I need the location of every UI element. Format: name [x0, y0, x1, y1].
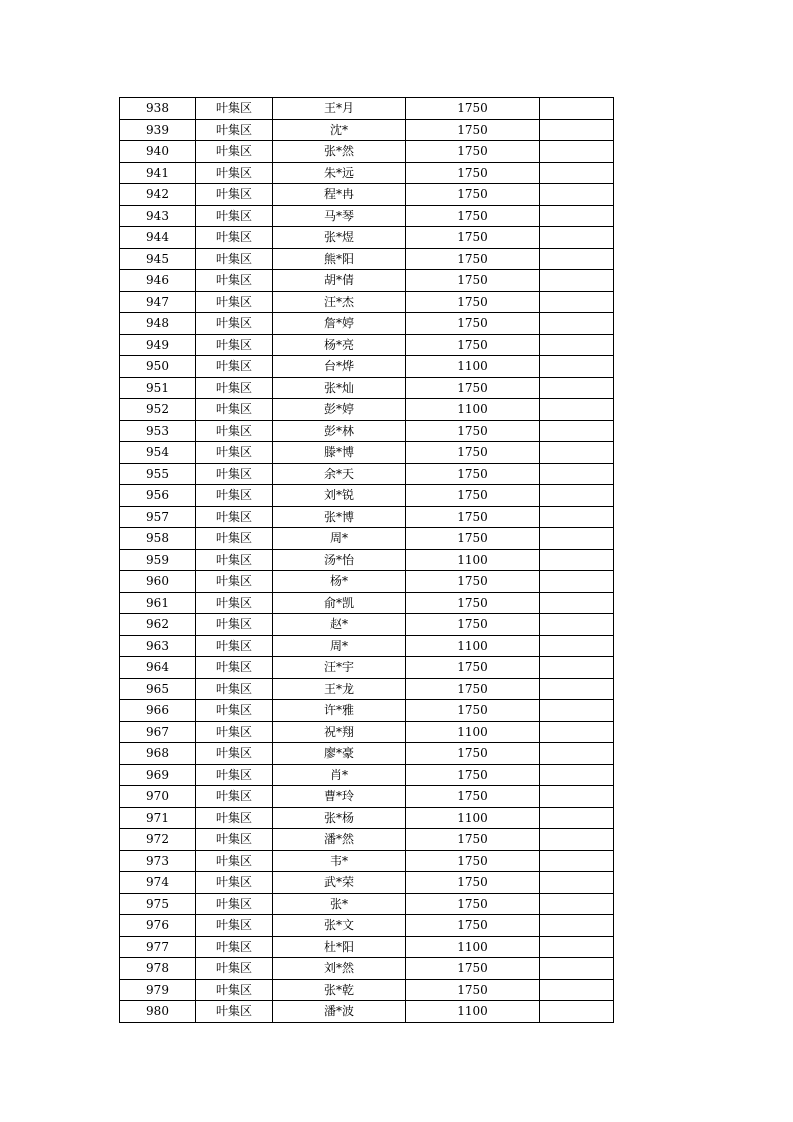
district-cell: 叶集区: [196, 979, 273, 1001]
district-cell: 叶集区: [196, 399, 273, 421]
name-cell: 廖*豪: [273, 743, 406, 765]
table-row: [120, 614, 614, 636]
name-cell: 潘*然: [273, 829, 406, 851]
row-number-cell: 973: [120, 850, 196, 872]
amount-cell: 1100: [406, 356, 540, 378]
table-row: [120, 1001, 614, 1023]
name-cell: 汪*杰: [273, 291, 406, 313]
name-cell: 张*然: [273, 141, 406, 163]
amount-cell: 1100: [406, 936, 540, 958]
row-number-cell: 958: [120, 528, 196, 550]
district-cell: 叶集区: [196, 313, 273, 335]
table-row: [120, 743, 614, 765]
row-number-cell: 968: [120, 743, 196, 765]
table-row: [120, 528, 614, 550]
name-cell: 刘*然: [273, 958, 406, 980]
row-number-cell: 946: [120, 270, 196, 292]
row-number-cell: 939: [120, 119, 196, 141]
row-number-cell: 954: [120, 442, 196, 464]
district-cell: 叶集区: [196, 1001, 273, 1023]
table-row: [120, 442, 614, 464]
note-cell: [540, 291, 614, 313]
row-number-cell: 957: [120, 506, 196, 528]
district-cell: 叶集区: [196, 893, 273, 915]
district-cell: 叶集区: [196, 141, 273, 163]
row-number-cell: 961: [120, 592, 196, 614]
amount-cell: 1750: [406, 334, 540, 356]
district-cell: 叶集区: [196, 291, 273, 313]
row-number-cell: 941: [120, 162, 196, 184]
note-cell: [540, 936, 614, 958]
row-number-cell: 949: [120, 334, 196, 356]
row-number-cell: 955: [120, 463, 196, 485]
district-cell: 叶集区: [196, 227, 273, 249]
row-number-cell: 948: [120, 313, 196, 335]
amount-cell: 1750: [406, 184, 540, 206]
name-cell: 张*煜: [273, 227, 406, 249]
amount-cell: 1750: [406, 850, 540, 872]
table-row: [120, 915, 614, 937]
amount-cell: 1750: [406, 98, 540, 120]
amount-cell: 1750: [406, 678, 540, 700]
note-cell: [540, 614, 614, 636]
row-number-cell: 980: [120, 1001, 196, 1023]
district-cell: 叶集区: [196, 700, 273, 722]
district-cell: 叶集区: [196, 485, 273, 507]
name-cell: 许*雅: [273, 700, 406, 722]
note-cell: [540, 420, 614, 442]
amount-cell: 1750: [406, 592, 540, 614]
name-cell: 俞*凯: [273, 592, 406, 614]
amount-cell: 1750: [406, 291, 540, 313]
name-cell: 胡*倩: [273, 270, 406, 292]
note-cell: [540, 377, 614, 399]
name-cell: 曹*玲: [273, 786, 406, 808]
amount-cell: 1750: [406, 614, 540, 636]
amount-cell: 1750: [406, 743, 540, 765]
amount-cell: 1750: [406, 377, 540, 399]
row-number-cell: 943: [120, 205, 196, 227]
amount-cell: 1750: [406, 270, 540, 292]
name-cell: 彭*婷: [273, 399, 406, 421]
subsidy-table: [119, 97, 614, 1023]
note-cell: [540, 850, 614, 872]
district-cell: 叶集区: [196, 936, 273, 958]
amount-cell: 1750: [406, 420, 540, 442]
note-cell: [540, 915, 614, 937]
amount-cell: 1100: [406, 549, 540, 571]
table-row: [120, 657, 614, 679]
district-cell: 叶集区: [196, 635, 273, 657]
row-number-cell: 967: [120, 721, 196, 743]
table-row: [120, 313, 614, 335]
note-cell: [540, 893, 614, 915]
table-row: [120, 463, 614, 485]
name-cell: 熊*阳: [273, 248, 406, 270]
table-row: [120, 485, 614, 507]
table-row: [120, 571, 614, 593]
amount-cell: 1750: [406, 485, 540, 507]
district-cell: 叶集区: [196, 571, 273, 593]
table-row: [120, 506, 614, 528]
name-cell: 张*灿: [273, 377, 406, 399]
amount-cell: 1100: [406, 635, 540, 657]
amount-cell: 1750: [406, 205, 540, 227]
row-number-cell: 963: [120, 635, 196, 657]
district-cell: 叶集区: [196, 270, 273, 292]
district-cell: 叶集区: [196, 850, 273, 872]
table-row: [120, 248, 614, 270]
name-cell: 杨*亮: [273, 334, 406, 356]
name-cell: 马*琴: [273, 205, 406, 227]
row-number-cell: 944: [120, 227, 196, 249]
row-number-cell: 950: [120, 356, 196, 378]
note-cell: [540, 463, 614, 485]
district-cell: 叶集区: [196, 678, 273, 700]
row-number-cell: 974: [120, 872, 196, 894]
district-cell: 叶集区: [196, 205, 273, 227]
note-cell: [540, 700, 614, 722]
table-row: [120, 98, 614, 120]
table-row: [120, 162, 614, 184]
row-number-cell: 959: [120, 549, 196, 571]
note-cell: [540, 162, 614, 184]
district-cell: 叶集区: [196, 463, 273, 485]
amount-cell: 1750: [406, 162, 540, 184]
note-cell: [540, 119, 614, 141]
table-row: [120, 420, 614, 442]
name-cell: 沈*: [273, 119, 406, 141]
amount-cell: 1750: [406, 141, 540, 163]
name-cell: 彭*林: [273, 420, 406, 442]
table-row: [120, 291, 614, 313]
name-cell: 张*杨: [273, 807, 406, 829]
district-cell: 叶集区: [196, 377, 273, 399]
name-cell: 汪*宇: [273, 657, 406, 679]
name-cell: 王*月: [273, 98, 406, 120]
name-cell: 刘*锐: [273, 485, 406, 507]
district-cell: 叶集区: [196, 592, 273, 614]
table-row: [120, 979, 614, 1001]
note-cell: [540, 1001, 614, 1023]
row-number-cell: 942: [120, 184, 196, 206]
row-number-cell: 978: [120, 958, 196, 980]
amount-cell: 1750: [406, 463, 540, 485]
amount-cell: 1750: [406, 915, 540, 937]
district-cell: 叶集区: [196, 334, 273, 356]
table-row: [120, 764, 614, 786]
note-cell: [540, 506, 614, 528]
amount-cell: 1100: [406, 399, 540, 421]
note-cell: [540, 549, 614, 571]
table-row: [120, 635, 614, 657]
name-cell: 杜*阳: [273, 936, 406, 958]
name-cell: 张*乾: [273, 979, 406, 1001]
table-row: [120, 936, 614, 958]
row-number-cell: 947: [120, 291, 196, 313]
row-number-cell: 972: [120, 829, 196, 851]
district-cell: 叶集区: [196, 743, 273, 765]
name-cell: 余*天: [273, 463, 406, 485]
row-number-cell: 965: [120, 678, 196, 700]
note-cell: [540, 528, 614, 550]
amount-cell: 1100: [406, 807, 540, 829]
note-cell: [540, 334, 614, 356]
district-cell: 叶集区: [196, 764, 273, 786]
row-number-cell: 976: [120, 915, 196, 937]
amount-cell: 1750: [406, 700, 540, 722]
row-number-cell: 969: [120, 764, 196, 786]
name-cell: 周*: [273, 528, 406, 550]
note-cell: [540, 635, 614, 657]
district-cell: 叶集区: [196, 420, 273, 442]
row-number-cell: 956: [120, 485, 196, 507]
name-cell: 张*: [273, 893, 406, 915]
name-cell: 肖*: [273, 764, 406, 786]
note-cell: [540, 205, 614, 227]
note-cell: [540, 270, 614, 292]
table-row: [120, 807, 614, 829]
amount-cell: 1750: [406, 872, 540, 894]
name-cell: 朱*远: [273, 162, 406, 184]
table-row: [120, 850, 614, 872]
name-cell: 汤*怡: [273, 549, 406, 571]
table-row: [120, 377, 614, 399]
table-row: [120, 227, 614, 249]
note-cell: [540, 227, 614, 249]
district-cell: 叶集区: [196, 657, 273, 679]
note-cell: [540, 98, 614, 120]
table-row: [120, 700, 614, 722]
district-cell: 叶集区: [196, 829, 273, 851]
district-cell: 叶集区: [196, 119, 273, 141]
district-cell: 叶集区: [196, 872, 273, 894]
name-cell: 滕*博: [273, 442, 406, 464]
note-cell: [540, 721, 614, 743]
note-cell: [540, 743, 614, 765]
table-row: [120, 678, 614, 700]
note-cell: [540, 678, 614, 700]
name-cell: 程*冉: [273, 184, 406, 206]
name-cell: 张*文: [273, 915, 406, 937]
row-number-cell: 940: [120, 141, 196, 163]
district-cell: 叶集区: [196, 356, 273, 378]
table-row: [120, 786, 614, 808]
amount-cell: 1750: [406, 313, 540, 335]
table-row: [120, 270, 614, 292]
district-cell: 叶集区: [196, 786, 273, 808]
name-cell: 杨*: [273, 571, 406, 593]
amount-cell: 1750: [406, 829, 540, 851]
district-cell: 叶集区: [196, 162, 273, 184]
note-cell: [540, 786, 614, 808]
table-row: [120, 399, 614, 421]
row-number-cell: 964: [120, 657, 196, 679]
row-number-cell: 979: [120, 979, 196, 1001]
table-row: [120, 958, 614, 980]
note-cell: [540, 657, 614, 679]
district-cell: 叶集区: [196, 915, 273, 937]
amount-cell: 1750: [406, 528, 540, 550]
note-cell: [540, 571, 614, 593]
name-cell: 王*龙: [273, 678, 406, 700]
row-number-cell: 945: [120, 248, 196, 270]
table-row: [120, 829, 614, 851]
row-number-cell: 971: [120, 807, 196, 829]
amount-cell: 1750: [406, 248, 540, 270]
amount-cell: 1750: [406, 119, 540, 141]
amount-cell: 1750: [406, 657, 540, 679]
name-cell: 赵*: [273, 614, 406, 636]
table-row: [120, 893, 614, 915]
amount-cell: 1750: [406, 506, 540, 528]
row-number-cell: 952: [120, 399, 196, 421]
table-row: [120, 549, 614, 571]
table-row: [120, 592, 614, 614]
amount-cell: 1750: [406, 979, 540, 1001]
row-number-cell: 960: [120, 571, 196, 593]
name-cell: 武*荣: [273, 872, 406, 894]
amount-cell: 1750: [406, 764, 540, 786]
name-cell: 潘*波: [273, 1001, 406, 1023]
amount-cell: 1750: [406, 786, 540, 808]
district-cell: 叶集区: [196, 528, 273, 550]
table-row: [120, 184, 614, 206]
note-cell: [540, 979, 614, 1001]
district-cell: 叶集区: [196, 184, 273, 206]
row-number-cell: 938: [120, 98, 196, 120]
district-cell: 叶集区: [196, 248, 273, 270]
district-cell: 叶集区: [196, 506, 273, 528]
note-cell: [540, 184, 614, 206]
district-cell: 叶集区: [196, 442, 273, 464]
district-cell: 叶集区: [196, 549, 273, 571]
note-cell: [540, 958, 614, 980]
row-number-cell: 962: [120, 614, 196, 636]
amount-cell: 1750: [406, 571, 540, 593]
amount-cell: 1750: [406, 442, 540, 464]
row-number-cell: 977: [120, 936, 196, 958]
note-cell: [540, 829, 614, 851]
note-cell: [540, 764, 614, 786]
name-cell: 台*烨: [273, 356, 406, 378]
name-cell: 韦*: [273, 850, 406, 872]
table-body: [120, 98, 614, 1023]
note-cell: [540, 313, 614, 335]
district-cell: 叶集区: [196, 721, 273, 743]
table-row: [120, 872, 614, 894]
note-cell: [540, 872, 614, 894]
table-row: [120, 721, 614, 743]
district-cell: 叶集区: [196, 614, 273, 636]
row-number-cell: 953: [120, 420, 196, 442]
district-cell: 叶集区: [196, 98, 273, 120]
table-row: [120, 141, 614, 163]
note-cell: [540, 485, 614, 507]
note-cell: [540, 141, 614, 163]
note-cell: [540, 592, 614, 614]
table-row: [120, 119, 614, 141]
row-number-cell: 951: [120, 377, 196, 399]
note-cell: [540, 442, 614, 464]
note-cell: [540, 807, 614, 829]
name-cell: 詹*婷: [273, 313, 406, 335]
row-number-cell: 975: [120, 893, 196, 915]
amount-cell: 1100: [406, 721, 540, 743]
note-cell: [540, 399, 614, 421]
table-row: [120, 356, 614, 378]
table-row: [120, 205, 614, 227]
name-cell: 张*博: [273, 506, 406, 528]
amount-cell: 1750: [406, 227, 540, 249]
row-number-cell: 966: [120, 700, 196, 722]
amount-cell: 1750: [406, 958, 540, 980]
name-cell: 周*: [273, 635, 406, 657]
name-cell: 祝*翔: [273, 721, 406, 743]
note-cell: [540, 356, 614, 378]
row-number-cell: 970: [120, 786, 196, 808]
district-cell: 叶集区: [196, 958, 273, 980]
district-cell: 叶集区: [196, 807, 273, 829]
note-cell: [540, 248, 614, 270]
amount-cell: 1750: [406, 893, 540, 915]
table-row: [120, 334, 614, 356]
amount-cell: 1100: [406, 1001, 540, 1023]
